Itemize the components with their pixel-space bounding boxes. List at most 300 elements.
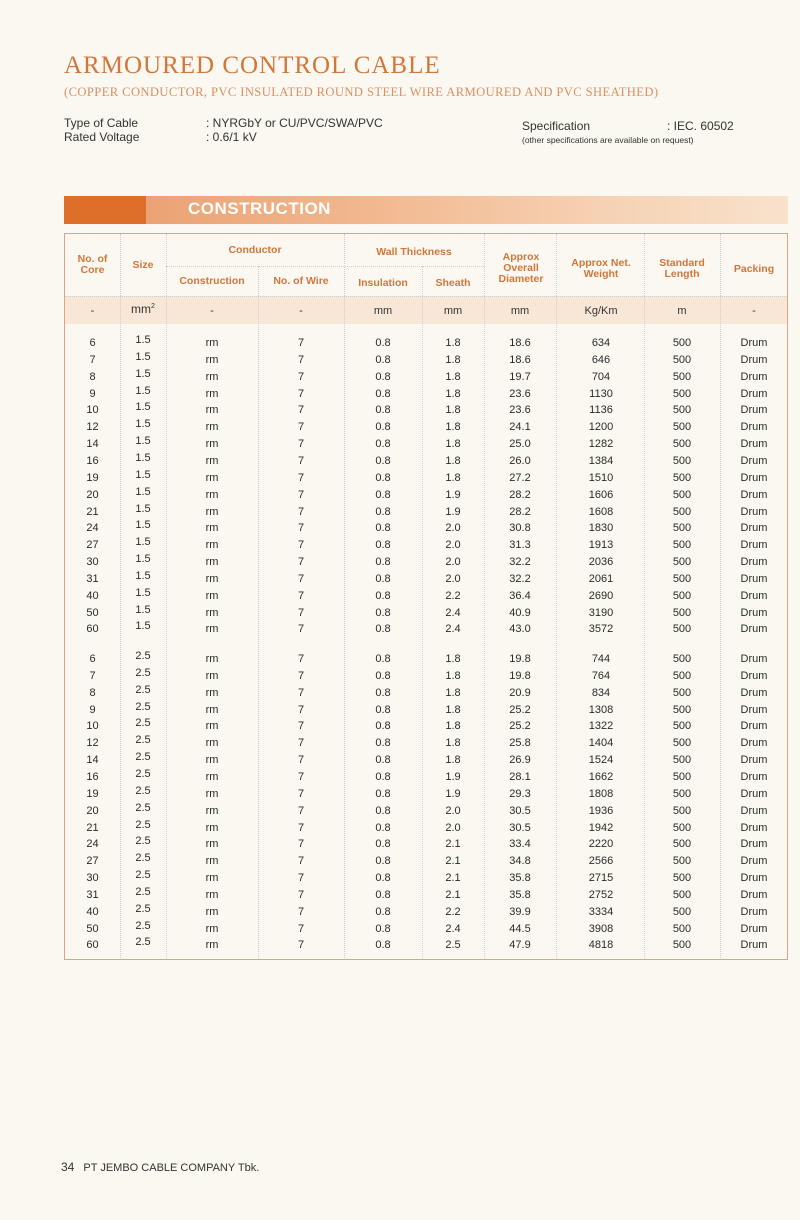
cell-weight: 3572 xyxy=(588,623,614,636)
unit-size: $mm^2$ xyxy=(131,302,155,316)
cell-diameter: 43.0 xyxy=(509,623,531,636)
cell-wires: 7 xyxy=(297,669,305,682)
cell-diameter: 27.2 xyxy=(509,471,531,484)
cell-diameter: 23.6 xyxy=(509,387,531,400)
cell-core: 50 xyxy=(86,606,99,619)
cell-weight: 1808 xyxy=(588,787,614,800)
unit-no-of-core: - xyxy=(90,305,95,317)
header-size: Size xyxy=(132,259,154,271)
cell-wires: 7 xyxy=(297,404,305,417)
cell-size: 1.5 xyxy=(135,553,151,566)
cell-length: 500 xyxy=(672,471,692,484)
header-insulation: Insulation xyxy=(358,277,408,289)
specification-value: : IEC. 60502 xyxy=(667,119,734,133)
cell-packing: Drum xyxy=(740,505,768,518)
cell-core: 14 xyxy=(86,438,99,451)
cell-weight: 2752 xyxy=(588,888,614,901)
cell-length: 500 xyxy=(672,838,692,851)
cell-construction: rm xyxy=(205,686,219,699)
cell-weight: 2715 xyxy=(588,872,614,885)
cell-diameter: 23.6 xyxy=(509,404,531,417)
cell-weight: 3190 xyxy=(588,606,614,619)
cell-size: 2.5 xyxy=(135,902,151,915)
cell-wires: 7 xyxy=(297,471,305,484)
rated-voltage-label: Rated Voltage xyxy=(64,130,140,144)
table-row-divider xyxy=(166,266,484,267)
cell-insulation: 0.8 xyxy=(375,623,391,636)
cell-construction: rm xyxy=(205,855,219,868)
cell-core: 14 xyxy=(86,754,99,767)
cell-insulation: 0.8 xyxy=(375,787,391,800)
cell-sheath: 1.8 xyxy=(445,703,461,716)
cell-weight: 1830 xyxy=(588,522,614,535)
cell-length: 500 xyxy=(672,572,692,585)
cell-weight: 1130 xyxy=(589,387,613,400)
cell-core: 20 xyxy=(86,804,99,817)
cell-construction: rm xyxy=(205,421,219,434)
cell-size: 2.5 xyxy=(135,869,151,882)
cell-packing: Drum xyxy=(740,838,768,851)
cell-diameter: 25.2 xyxy=(509,720,531,733)
cell-core: 16 xyxy=(86,454,99,467)
cell-insulation: 0.8 xyxy=(375,438,391,451)
cell-length: 500 xyxy=(672,686,692,699)
cell-core: 10 xyxy=(86,720,99,733)
cell-diameter: 33.4 xyxy=(509,838,531,851)
cell-size: 1.5 xyxy=(135,586,151,599)
cell-wires: 7 xyxy=(297,770,305,783)
cell-size: 1.5 xyxy=(135,468,151,481)
cell-insulation: 0.8 xyxy=(375,939,391,952)
cell-construction: rm xyxy=(205,539,219,552)
cell-wires: 7 xyxy=(297,821,305,834)
cell-sheath: 2.2 xyxy=(445,905,461,918)
cell-sheath: 1.9 xyxy=(445,488,461,501)
cell-size: 1.5 xyxy=(135,502,151,515)
cell-size: 1.5 xyxy=(135,451,151,464)
cell-insulation: 0.8 xyxy=(375,522,391,535)
cell-packing: Drum xyxy=(740,387,768,400)
cell-length: 500 xyxy=(672,454,692,467)
cell-wires: 7 xyxy=(297,905,305,918)
unit-sheath: mm xyxy=(443,305,463,317)
cell-diameter: 31.3 xyxy=(509,539,531,552)
section-banner xyxy=(64,196,788,224)
cell-length: 500 xyxy=(672,421,692,434)
cell-sheath: 1.8 xyxy=(445,387,461,400)
company-name: PT JEMBO CABLE COMPANY Tbk. xyxy=(83,1162,260,1174)
cell-sheath: 2.1 xyxy=(445,872,461,885)
cell-wires: 7 xyxy=(297,337,305,349)
cell-packing: Drum xyxy=(740,855,768,868)
cell-insulation: 0.8 xyxy=(375,821,391,834)
cell-size: 2.5 xyxy=(135,666,151,679)
cell-weight: 1404 xyxy=(588,737,614,750)
cell-insulation: 0.8 xyxy=(375,353,391,366)
cell-length: 500 xyxy=(672,505,692,518)
cell-sheath: 2.0 xyxy=(445,572,461,585)
cell-sheath: 2.1 xyxy=(445,888,461,901)
cell-core: 50 xyxy=(86,922,99,935)
cell-weight: 1608 xyxy=(588,505,614,518)
cell-diameter: 47.9 xyxy=(509,939,531,952)
cell-sheath: 1.8 xyxy=(445,653,461,665)
cell-core: 24 xyxy=(86,838,99,851)
header-construction: Construction xyxy=(179,275,245,287)
cell-sheath: 2.0 xyxy=(445,539,461,552)
cell-core: 60 xyxy=(86,623,99,636)
cell-weight: 1282 xyxy=(588,438,614,451)
cell-packing: Drum xyxy=(740,438,768,451)
cell-size: 2.5 xyxy=(135,835,151,848)
cell-construction: rm xyxy=(205,838,219,851)
cell-core: 24 xyxy=(86,522,99,535)
cell-core: 31 xyxy=(86,888,99,901)
cell-weight: 646 xyxy=(591,353,611,366)
cell-length: 500 xyxy=(672,353,692,366)
cell-length: 500 xyxy=(672,888,692,901)
cell-construction: rm xyxy=(205,737,219,750)
cell-size: 1.5 xyxy=(135,620,151,633)
cell-construction: rm xyxy=(205,787,219,800)
unit-insulation: mm xyxy=(373,305,393,317)
cell-sheath: 1.8 xyxy=(445,438,461,451)
section-banner-block xyxy=(64,196,146,224)
cell-length: 500 xyxy=(672,653,692,665)
header-wall-thickness: Wall Thickness xyxy=(376,246,452,258)
cell-wires: 7 xyxy=(297,686,305,699)
cell-core: 31 xyxy=(86,572,99,585)
cell-size: 1.5 xyxy=(135,401,151,414)
cell-sheath: 2.4 xyxy=(445,623,461,636)
cell-size: 2.5 xyxy=(135,885,151,898)
cell-diameter: 28.2 xyxy=(509,505,531,518)
cell-diameter: 32.2 xyxy=(509,556,531,569)
cell-packing: Drum xyxy=(740,669,768,682)
cell-construction: rm xyxy=(205,821,219,834)
cell-length: 500 xyxy=(672,821,692,834)
cell-wires: 7 xyxy=(297,572,305,585)
cell-sheath: 1.9 xyxy=(445,787,461,800)
cell-weight: 1942 xyxy=(588,821,614,834)
cell-packing: Drum xyxy=(740,939,768,952)
cell-construction: rm xyxy=(205,353,219,366)
cell-diameter: 19.7 xyxy=(509,370,531,383)
cell-size: 1.5 xyxy=(135,418,151,431)
cell-insulation: 0.8 xyxy=(375,872,391,885)
section-title: CONSTRUCTION xyxy=(188,199,331,218)
page-title: ARMOURED CONTROL CABLE xyxy=(64,52,441,79)
cell-construction: rm xyxy=(205,522,219,535)
page-number: 34 xyxy=(61,1160,75,1174)
cell-wires: 7 xyxy=(297,855,305,868)
cell-length: 500 xyxy=(672,539,692,552)
cell-core: 12 xyxy=(86,421,99,434)
cell-diameter: 39.9 xyxy=(509,905,531,918)
cell-weight: 764 xyxy=(591,669,611,682)
cell-sheath: 2.0 xyxy=(445,821,461,834)
cell-sheath: 1.8 xyxy=(445,754,461,767)
cell-construction: rm xyxy=(205,454,219,467)
type-of-cable-label: Type of Cable xyxy=(64,116,139,130)
table-row-divider xyxy=(65,296,787,297)
cell-size: 2.5 xyxy=(135,818,151,831)
cell-diameter: 25.8 xyxy=(509,737,531,750)
cell-diameter: 32.2 xyxy=(509,572,531,585)
cell-construction: rm xyxy=(205,370,219,383)
cell-packing: Drum xyxy=(740,922,768,935)
cell-packing: Drum xyxy=(740,703,768,716)
cell-weight: 2036 xyxy=(588,556,614,569)
cell-wires: 7 xyxy=(297,737,305,750)
header-no-of-core: No. of Core xyxy=(77,253,108,276)
cell-packing: Drum xyxy=(740,522,768,535)
cell-diameter: 40.9 xyxy=(509,606,531,619)
cell-weight: 634 xyxy=(591,337,611,349)
cell-wires: 7 xyxy=(297,539,305,552)
cell-diameter: 30.5 xyxy=(509,821,531,834)
header-conductor: Conductor xyxy=(228,244,282,256)
cell-diameter: 30.5 xyxy=(509,804,531,817)
cell-sheath: 2.0 xyxy=(445,804,461,817)
cell-weight: 1136 xyxy=(589,404,613,417)
cell-weight: 1662 xyxy=(588,770,614,783)
cell-weight: 1936 xyxy=(588,804,614,817)
cell-length: 500 xyxy=(672,606,692,619)
cell-insulation: 0.8 xyxy=(375,606,391,619)
cell-core: 30 xyxy=(86,556,99,569)
cell-construction: rm xyxy=(205,922,219,935)
cell-construction: rm xyxy=(205,337,219,349)
cell-length: 500 xyxy=(672,522,692,535)
cell-construction: rm xyxy=(205,804,219,817)
cell-insulation: 0.8 xyxy=(375,754,391,767)
cell-weight: 1606 xyxy=(588,488,614,501)
cell-wires: 7 xyxy=(297,922,305,935)
cell-length: 500 xyxy=(672,905,692,918)
cell-sheath: 1.8 xyxy=(445,353,461,366)
cell-length: 500 xyxy=(672,404,692,417)
cell-wires: 7 xyxy=(297,623,305,636)
cell-core: 40 xyxy=(86,589,99,602)
cell-size: 1.5 xyxy=(135,367,151,380)
cell-length: 500 xyxy=(672,754,692,767)
cell-packing: Drum xyxy=(740,770,768,783)
cell-diameter: 36.4 xyxy=(509,589,531,602)
cell-diameter: 35.8 xyxy=(509,872,531,885)
cell-insulation: 0.8 xyxy=(375,488,391,501)
cell-weight: 744 xyxy=(591,653,611,665)
cell-insulation: 0.8 xyxy=(375,471,391,484)
cell-packing: Drum xyxy=(740,821,768,834)
cell-construction: rm xyxy=(205,505,219,518)
table-column-divider xyxy=(556,234,557,958)
cell-construction: rm xyxy=(205,669,219,682)
cell-wires: 7 xyxy=(297,556,305,569)
cell-packing: Drum xyxy=(740,606,768,619)
cell-diameter: 28.2 xyxy=(509,488,531,501)
cell-core: 19 xyxy=(86,787,99,800)
cell-packing: Drum xyxy=(740,539,768,552)
cell-insulation: 0.8 xyxy=(375,737,391,750)
cell-packing: Drum xyxy=(740,905,768,918)
cell-diameter: 18.6 xyxy=(509,353,531,366)
cell-length: 500 xyxy=(672,387,692,400)
cell-sheath: 1.8 xyxy=(445,337,461,349)
cell-size: 1.5 xyxy=(135,350,151,363)
cell-size: 1.5 xyxy=(135,384,151,397)
cell-wires: 7 xyxy=(297,505,305,518)
cell-packing: Drum xyxy=(740,556,768,569)
cell-construction: rm xyxy=(205,754,219,767)
cell-sheath: 2.0 xyxy=(445,522,461,535)
cell-core: 16 xyxy=(86,770,99,783)
cell-packing: Drum xyxy=(740,353,768,366)
cell-insulation: 0.8 xyxy=(375,653,391,665)
cell-wires: 7 xyxy=(297,720,305,733)
cell-diameter: 19.8 xyxy=(509,653,531,665)
unit-length: m xyxy=(677,305,687,317)
cell-size: 2.5 xyxy=(135,801,151,814)
header-sheath: Sheath xyxy=(435,277,471,289)
cell-sheath: 1.8 xyxy=(445,720,461,733)
cell-wires: 7 xyxy=(297,804,305,817)
rated-voltage-value: : 0.6/1 kV xyxy=(206,130,257,144)
cell-construction: rm xyxy=(205,872,219,885)
cell-length: 500 xyxy=(672,669,692,682)
cell-size: 1.5 xyxy=(135,569,151,582)
cell-packing: Drum xyxy=(740,787,768,800)
cell-sheath: 1.8 xyxy=(445,454,461,467)
cell-size: 2.5 xyxy=(135,700,151,713)
cell-construction: rm xyxy=(205,471,219,484)
cell-wires: 7 xyxy=(297,787,305,800)
cell-weight: 1322 xyxy=(588,720,614,733)
cell-core: 7 xyxy=(89,669,96,682)
cell-core: 9 xyxy=(89,703,96,716)
cell-construction: rm xyxy=(205,770,219,783)
cell-insulation: 0.8 xyxy=(375,770,391,783)
cell-length: 500 xyxy=(672,337,692,349)
cell-construction: rm xyxy=(205,720,219,733)
cell-length: 500 xyxy=(672,939,692,952)
header-packing: Packing xyxy=(733,263,775,275)
cell-core: 20 xyxy=(86,488,99,501)
cell-packing: Drum xyxy=(740,370,768,383)
cell-wires: 7 xyxy=(297,353,305,366)
cell-diameter: 25.0 xyxy=(509,438,531,451)
cell-insulation: 0.8 xyxy=(375,539,391,552)
cell-packing: Drum xyxy=(740,421,768,434)
cell-wires: 7 xyxy=(297,653,305,665)
cell-construction: rm xyxy=(205,556,219,569)
cell-insulation: 0.8 xyxy=(375,572,391,585)
cell-construction: rm xyxy=(205,589,219,602)
cell-diameter: 30.8 xyxy=(509,522,531,535)
cell-packing: Drum xyxy=(740,686,768,699)
cell-wires: 7 xyxy=(297,522,305,535)
cell-size: 1.5 xyxy=(135,485,151,498)
cell-packing: Drum xyxy=(740,872,768,885)
cell-core: 27 xyxy=(86,855,99,868)
cell-insulation: 0.8 xyxy=(375,720,391,733)
cell-construction: rm xyxy=(205,905,219,918)
cell-packing: Drum xyxy=(740,454,768,467)
cell-sheath: 2.5 xyxy=(445,939,461,952)
table-column-divider xyxy=(644,234,645,958)
cell-size: 2.5 xyxy=(135,751,151,764)
cell-insulation: 0.8 xyxy=(375,387,391,400)
cell-weight: 1524 xyxy=(588,754,614,767)
cell-core: 8 xyxy=(89,686,96,699)
cell-wires: 7 xyxy=(297,754,305,767)
cell-construction: rm xyxy=(205,888,219,901)
cell-weight: 1308 xyxy=(588,703,614,716)
cell-weight: 1384 xyxy=(588,454,614,467)
cell-size: 1.5 xyxy=(135,334,151,346)
cell-insulation: 0.8 xyxy=(375,922,391,935)
cell-packing: Drum xyxy=(740,471,768,484)
cell-diameter: 29.3 xyxy=(509,787,531,800)
cell-diameter: 34.8 xyxy=(509,855,531,868)
cell-sheath: 2.1 xyxy=(445,855,461,868)
cell-packing: Drum xyxy=(740,804,768,817)
cell-insulation: 0.8 xyxy=(375,556,391,569)
cell-insulation: 0.8 xyxy=(375,337,391,349)
cell-core: 10 xyxy=(86,404,99,417)
cell-packing: Drum xyxy=(740,589,768,602)
cell-insulation: 0.8 xyxy=(375,421,391,434)
unit-diameter: mm xyxy=(510,305,530,317)
cell-weight: 2566 xyxy=(588,855,614,868)
cell-length: 500 xyxy=(672,370,692,383)
cell-length: 500 xyxy=(672,872,692,885)
cell-packing: Drum xyxy=(740,754,768,767)
cell-insulation: 0.8 xyxy=(375,686,391,699)
cell-sheath: 1.8 xyxy=(445,404,461,417)
cell-length: 500 xyxy=(672,488,692,501)
cell-diameter: 26.9 xyxy=(509,754,531,767)
cell-packing: Drum xyxy=(740,337,768,349)
cell-insulation: 0.8 xyxy=(375,905,391,918)
header-net-weight: Approx Net. Weight xyxy=(571,257,631,280)
cell-wires: 7 xyxy=(297,589,305,602)
cell-construction: rm xyxy=(205,606,219,619)
cell-core: 7 xyxy=(89,353,96,366)
cell-construction: rm xyxy=(205,404,219,417)
cell-core: 19 xyxy=(86,471,99,484)
cell-core: 12 xyxy=(86,737,99,750)
cell-sheath: 2.0 xyxy=(445,556,461,569)
cell-sheath: 2.1 xyxy=(445,838,461,851)
cell-packing: Drum xyxy=(740,488,768,501)
cell-insulation: 0.8 xyxy=(375,703,391,716)
cell-length: 500 xyxy=(672,623,692,636)
cell-core: 27 xyxy=(86,539,99,552)
header-standard-length: Standard Length xyxy=(659,257,705,280)
cell-core: 8 xyxy=(89,370,96,383)
cell-core: 60 xyxy=(86,939,99,952)
cell-insulation: 0.8 xyxy=(375,669,391,682)
type-of-cable-value: : NYRGbY or CU/PVC/SWA/PVC xyxy=(206,116,383,130)
specification-note: (other specifications are available on request) xyxy=(522,135,694,145)
header-overall-diameter: Approx Overall Diameter xyxy=(498,251,544,285)
cell-insulation: 0.8 xyxy=(375,370,391,383)
cell-weight: 3334 xyxy=(588,905,614,918)
cell-insulation: 0.8 xyxy=(375,804,391,817)
cell-core: 9 xyxy=(89,387,96,400)
cell-core: 30 xyxy=(86,872,99,885)
